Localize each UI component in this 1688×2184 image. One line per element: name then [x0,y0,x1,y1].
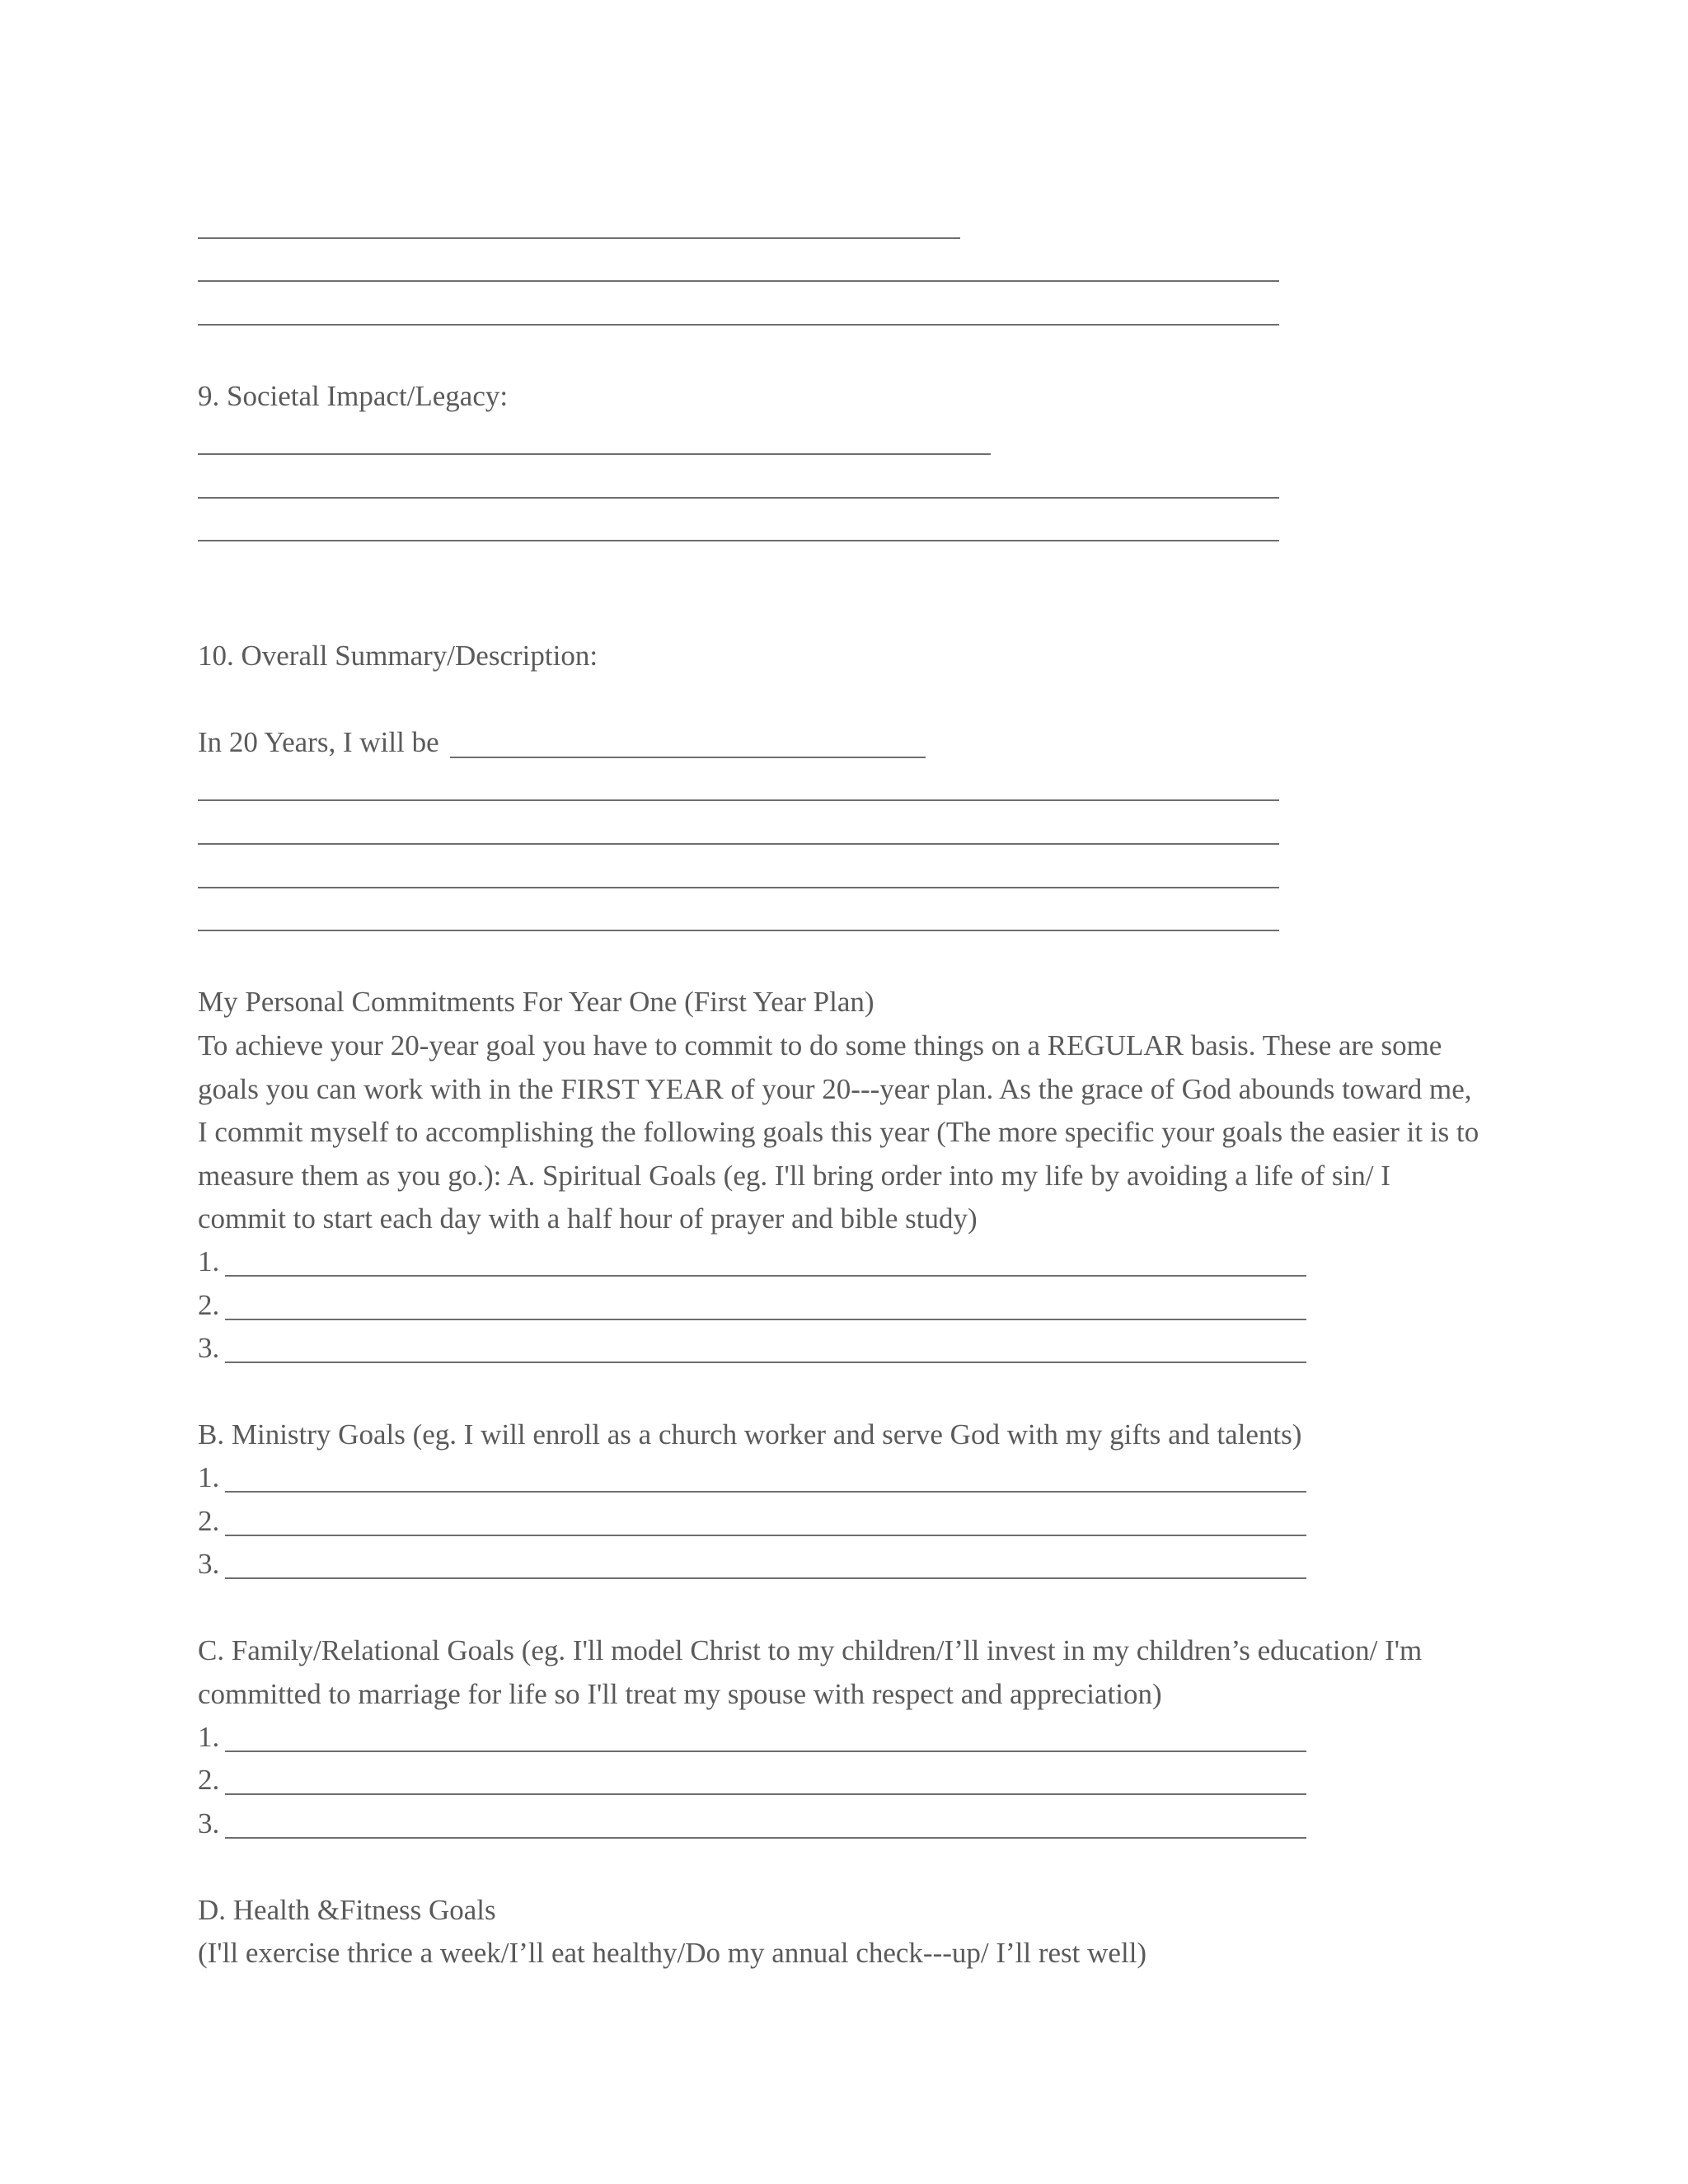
goal-line[interactable] [225,1275,1306,1277]
answer-line[interactable] [198,280,1279,282]
goal-line[interactable] [225,1837,1306,1839]
answer-line[interactable] [198,930,1279,931]
goal-line[interactable] [225,1535,1306,1536]
answer-line[interactable] [198,324,1279,326]
list-number: 1. [198,1721,220,1753]
list-number: 2. [198,1505,220,1537]
section-heading-societal-impact: 9. Societal Impact/Legacy: [198,380,509,412]
health-goals-heading: D. Health &Fitness Goals [198,1894,496,1926]
answer-line[interactable] [450,757,926,758]
commitments-intro: To achieve your 20-year goal you have to commit to do some things on a REGULAR basis. These are some goals you can work with in the FIRST YEAR of your 20---year plan. As the grace of God abounds toward me, I commit myself to accomplishing the following goals this year (The more specific your goals the easier it is to measure them as you go.): A. Spiritual Goals (eg. I'll bring order into my life by avoiding a life of sin/ I commit to start each day with a half hour of prayer and bible study) [198,1029,1479,1235]
summary-prompt: In 20 Years, I will be [198,726,439,758]
list-number: 2. [198,1764,220,1796]
health-goals-examples: (I'll exercise thrice a week/I’ll eat healthy/Do my annual check---up/ I’ll rest well) [198,1937,1147,1969]
ministry-goals-heading: B. Ministry Goals (eg. I will enroll as a church worker and serve God with my gifts and talents) [198,1418,1302,1451]
list-number: 2. [198,1289,220,1321]
goal-line[interactable] [225,1793,1306,1795]
list-number: 1. [198,1461,220,1493]
answer-line[interactable] [198,497,1279,499]
answer-line[interactable] [198,843,1279,845]
list-number: 3. [198,1548,220,1580]
goal-line[interactable] [225,1491,1306,1493]
list-number: 3. [198,1807,220,1840]
family-goals-heading: C. Family/Relational Goals (eg. I'll model Christ to my children/I’ll invest in my children’s education/ I'm committed to marriage for life so I'll treat my spouse with respect and appreciation) [198,1634,1423,1710]
goal-line[interactable] [225,1750,1306,1752]
answer-line[interactable] [198,453,991,455]
answer-line[interactable] [198,799,1279,801]
list-number: 3. [198,1332,220,1364]
commitments-title: My Personal Commitments For Year One (First Year Plan) [198,986,874,1018]
section-heading-overall-summary: 10. Overall Summary/Description: [198,640,598,672]
answer-line[interactable] [198,887,1279,888]
answer-line[interactable] [198,540,1279,541]
goal-line[interactable] [225,1319,1306,1320]
answer-line[interactable] [198,237,960,239]
list-number: 1. [198,1245,220,1277]
goal-line[interactable] [225,1361,1306,1363]
goal-line[interactable] [225,1577,1306,1579]
